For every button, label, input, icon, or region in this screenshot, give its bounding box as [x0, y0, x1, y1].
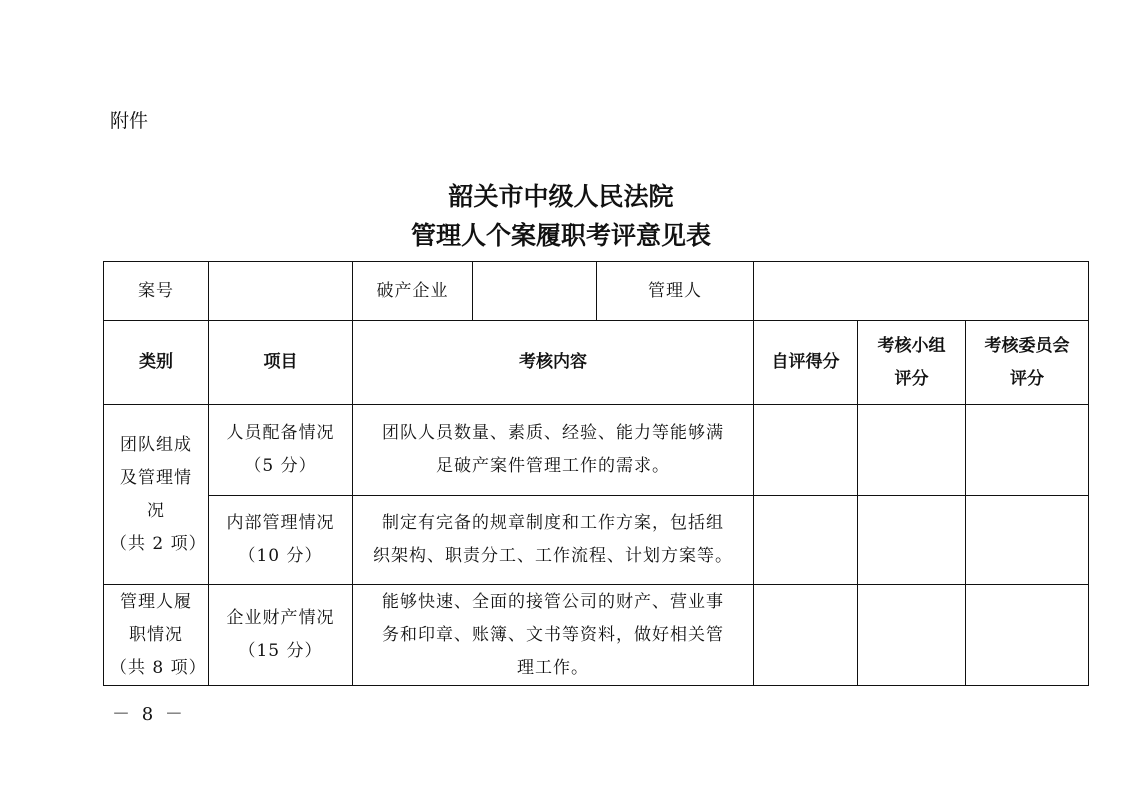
table-row [104, 405, 1089, 496]
page-number: － 8 － [112, 704, 186, 725]
item-cell [209, 496, 353, 585]
content-line: 足破产案件管理工作的需求。 [436, 456, 670, 476]
content-line: 务和印章、账簿、文书等资料，做好相关管 [382, 624, 724, 645]
item-cell [209, 585, 353, 686]
header-category: 类别 [104, 321, 209, 405]
company-value[interactable] [473, 262, 597, 321]
item-line: 企业财产情况 [226, 608, 335, 628]
administrator-label: 管理人 [597, 262, 754, 321]
item-cell [209, 405, 353, 496]
category-line: 况 [147, 500, 165, 521]
content-line: 制定有完备的规章制度和工作方案，包括组 [382, 513, 724, 533]
group-score-cell[interactable] [858, 405, 966, 496]
evaluation-table [103, 261, 1089, 686]
item-line: （5 分） [244, 456, 317, 476]
company-label: 破产企业 [353, 262, 473, 321]
group-score-cell[interactable] [858, 496, 966, 585]
self-score-cell[interactable] [754, 405, 858, 496]
attachment-label: 附件 [110, 110, 149, 132]
group-score-cell[interactable] [858, 585, 966, 686]
item-line: 人员配备情况 [226, 423, 335, 443]
category-line: （共 2 项） [110, 533, 207, 554]
header-group-score [858, 321, 966, 405]
header-item: 项目 [209, 321, 353, 405]
header-group-score-line: 考核小组 [877, 335, 946, 356]
header-committee-score [966, 321, 1089, 405]
committee-score-cell[interactable] [966, 585, 1089, 686]
content-cell [353, 405, 754, 496]
table-row [104, 585, 1089, 686]
category-line: 及管理情 [120, 467, 192, 488]
header-self-score: 自评得分 [754, 321, 858, 405]
case-no-value[interactable] [209, 262, 353, 321]
content-line: 能够快速、全面的接管公司的财产、营业事 [382, 591, 724, 612]
court-title: 韶关市中级人民法院 [448, 182, 674, 211]
category-line: 团队组成 [120, 434, 192, 455]
category-cell [104, 405, 209, 585]
item-line: 内部管理情况 [226, 513, 335, 533]
case-no-label: 案号 [104, 262, 209, 321]
category-line: 职情况 [129, 624, 183, 645]
header-row [104, 321, 1089, 405]
category-cell [104, 585, 209, 686]
content-line: 理工作。 [517, 657, 589, 678]
category-line: 管理人履 [120, 591, 192, 612]
category-line: （共 8 项） [110, 657, 207, 678]
committee-score-cell[interactable] [966, 496, 1089, 585]
committee-score-cell[interactable] [966, 405, 1089, 496]
content-line: 团队人员数量、素质、经验、能力等能够满 [382, 423, 724, 443]
header-committee-score-line: 考核委员会 [984, 335, 1070, 356]
content-cell [353, 496, 754, 585]
administrator-value[interactable] [754, 262, 1089, 321]
header-content: 考核内容 [353, 321, 754, 405]
content-cell [353, 585, 754, 686]
item-line: （15 分） [238, 641, 323, 661]
table-row [104, 496, 1089, 585]
header-committee-score-line: 评分 [1010, 368, 1044, 389]
form-title: 管理人个案履职考评意见表 [410, 221, 711, 250]
self-score-cell[interactable] [754, 496, 858, 585]
header-group-score-line: 评分 [894, 368, 929, 389]
self-score-cell[interactable] [754, 585, 858, 686]
item-line: （10 分） [238, 546, 323, 566]
content-line: 织架构、职责分工、工作流程、计划方案等。 [373, 546, 733, 566]
info-row [104, 262, 1089, 321]
